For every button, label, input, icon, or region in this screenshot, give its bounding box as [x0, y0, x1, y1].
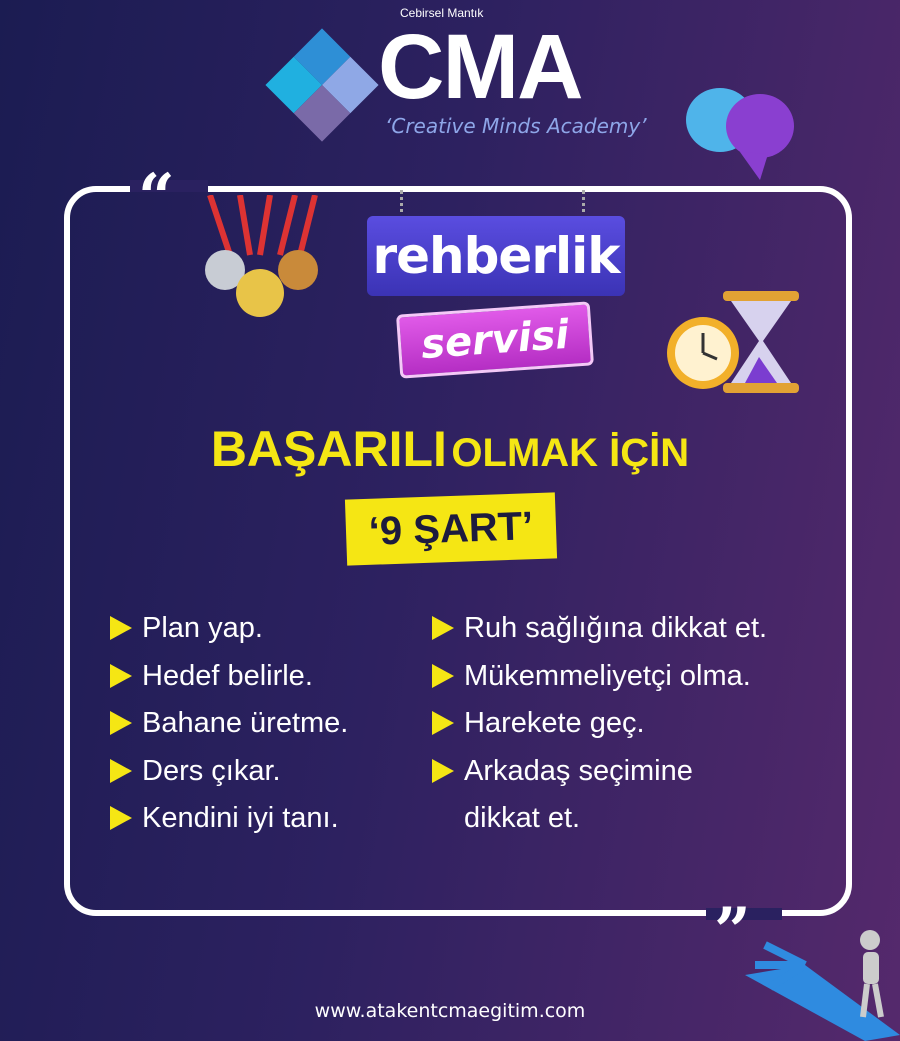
open-quote-icon: “	[138, 160, 175, 235]
list-item	[110, 753, 348, 801]
website-link[interactable]: www.atakentcmaegitim.com	[314, 1000, 586, 1022]
triangle-bullet-icon	[432, 616, 454, 640]
right-list	[432, 610, 767, 848]
sign-rehberlik: rehberlik	[367, 216, 625, 296]
list-item	[432, 610, 767, 658]
list-item	[432, 705, 767, 753]
heading-part2: OLMAK İÇİN	[451, 431, 690, 475]
item-text: Plan yap.	[142, 612, 263, 644]
triangle-bullet-icon	[110, 711, 132, 735]
left-list	[110, 610, 348, 848]
item-text: Bahane üretme.	[142, 707, 349, 739]
list-item	[110, 658, 348, 706]
item-text: Hedef belirle.	[142, 659, 313, 692]
item-text: Mükemmeliyetçi olma.	[464, 659, 751, 692]
list-item	[110, 705, 348, 753]
clock-hourglass-icon	[655, 285, 805, 400]
heading	[0, 420, 900, 478]
sign-servisi: servisi	[396, 301, 594, 378]
close-quote-icon: ”	[714, 894, 751, 969]
nine-conditions-badge: ‘9 ŞART’	[345, 492, 557, 565]
item-text: Ruh sağlığına dikkat et.	[464, 612, 768, 644]
list-item	[432, 658, 767, 706]
triangle-bullet-icon	[432, 711, 454, 735]
list-item	[432, 753, 767, 801]
item-text: Harekete geç.	[464, 707, 645, 739]
triangle-bullet-icon	[432, 759, 454, 783]
brand-subtitle: Cebirsel Mantık	[400, 6, 484, 20]
brand-name: CMA	[378, 16, 582, 118]
triangle-bullet-icon	[110, 806, 132, 830]
item-text: Arkadaş seçimine	[464, 754, 693, 787]
list-item	[110, 610, 348, 658]
triangle-bullet-icon	[110, 664, 132, 688]
triangle-bullet-icon	[110, 616, 132, 640]
triangle-bullet-icon	[110, 759, 132, 783]
heading-part1: BAŞARILI	[210, 421, 447, 477]
puzzle-logo-icon	[262, 25, 382, 145]
triangle-bullet-icon	[432, 664, 454, 688]
item-text: Kendini iyi tanı.	[142, 802, 339, 834]
list-item-continuation	[432, 800, 767, 848]
brand-tagline: ‘Creative Minds Academy’	[385, 114, 647, 138]
item-text: dikkat et.	[464, 802, 581, 834]
item-text: Ders çıkar.	[142, 754, 281, 787]
speech-bubbles-icon	[680, 82, 800, 182]
medals-icon	[200, 195, 325, 325]
list-item	[110, 800, 348, 848]
crossroads-person-icon	[745, 925, 900, 1041]
